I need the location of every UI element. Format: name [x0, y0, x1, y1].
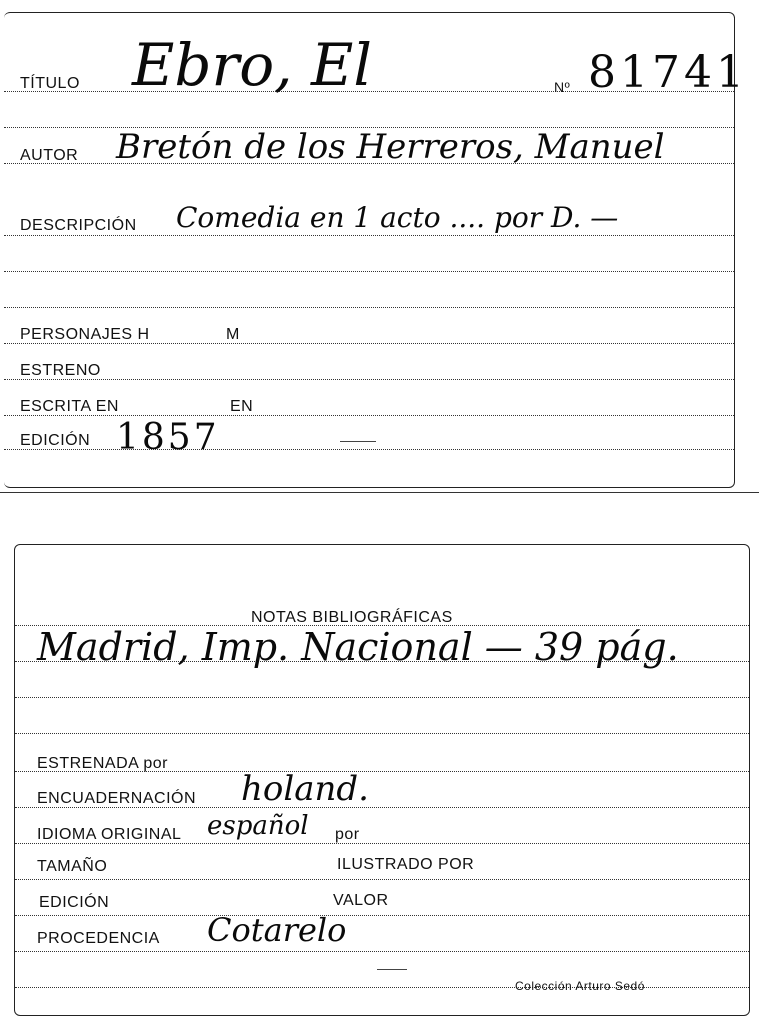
pen-mark: [340, 441, 376, 442]
procedencia-label: PROCEDENCIA: [37, 930, 160, 947]
collection-footer: Colección Arturo Sedó: [515, 979, 645, 993]
titulo-label: TÍTULO: [20, 75, 80, 92]
estreno-label: ESTRENO: [20, 362, 101, 379]
rule-line: [15, 915, 749, 916]
rule-line: [4, 271, 734, 272]
rule-line: [4, 235, 734, 236]
card-separator: [0, 492, 759, 493]
number-label: Nº: [554, 79, 571, 95]
estrenada-label: ESTRENADA por: [37, 755, 168, 772]
rule-line: [4, 449, 734, 450]
procedencia-value: Cotarelo: [207, 911, 347, 949]
titulo-value: Ebro, El: [132, 31, 372, 99]
escrita-en-label: EN: [230, 398, 254, 415]
idioma-por-label: por: [335, 826, 360, 843]
rule-line: [15, 951, 749, 952]
idioma-value: español: [207, 811, 309, 841]
descripcion-label: DESCRIPCIÓN: [20, 217, 137, 234]
rule-line: [15, 879, 749, 880]
number-value: 81741: [588, 47, 748, 98]
edicion-label: EDICIÓN: [20, 432, 91, 449]
encuadernacion-label: ENCUADERNACIÓN: [37, 790, 197, 807]
rule-line: [15, 697, 749, 698]
encuadernacion-value: holand.: [241, 769, 369, 809]
autor-value: Bretón de los Herreros, Manuel: [116, 127, 665, 167]
notas-label: NOTAS BIBLIOGRÁFICAS: [251, 609, 453, 626]
edicion-label-bottom: EDICIÓN: [39, 894, 110, 911]
catalog-card-top: [4, 12, 748, 488]
personajes-m-label: M: [226, 326, 240, 343]
edicion-value: 1857: [116, 417, 220, 458]
pen-mark: [377, 969, 407, 970]
autor-label: AUTOR: [20, 147, 79, 164]
ilustrado-label: ILUSTRADO POR: [337, 856, 475, 873]
rule-line: [15, 733, 749, 734]
escrita-label: ESCRITA EN: [20, 398, 119, 415]
notas-value: Madrid, Imp. Nacional — 39 pág.: [37, 625, 679, 669]
descripcion-value: Comedia en 1 acto .... por D. —: [176, 201, 619, 234]
valor-label: VALOR: [333, 892, 389, 909]
rule-line: [4, 307, 734, 308]
tamano-label: TAMAÑO: [37, 858, 108, 875]
idioma-label: IDIOMA ORIGINAL: [37, 826, 182, 843]
personajes-label: PERSONAJES H: [20, 326, 150, 343]
rule-line: [4, 379, 734, 380]
catalog-card-bottom: [14, 544, 750, 1016]
